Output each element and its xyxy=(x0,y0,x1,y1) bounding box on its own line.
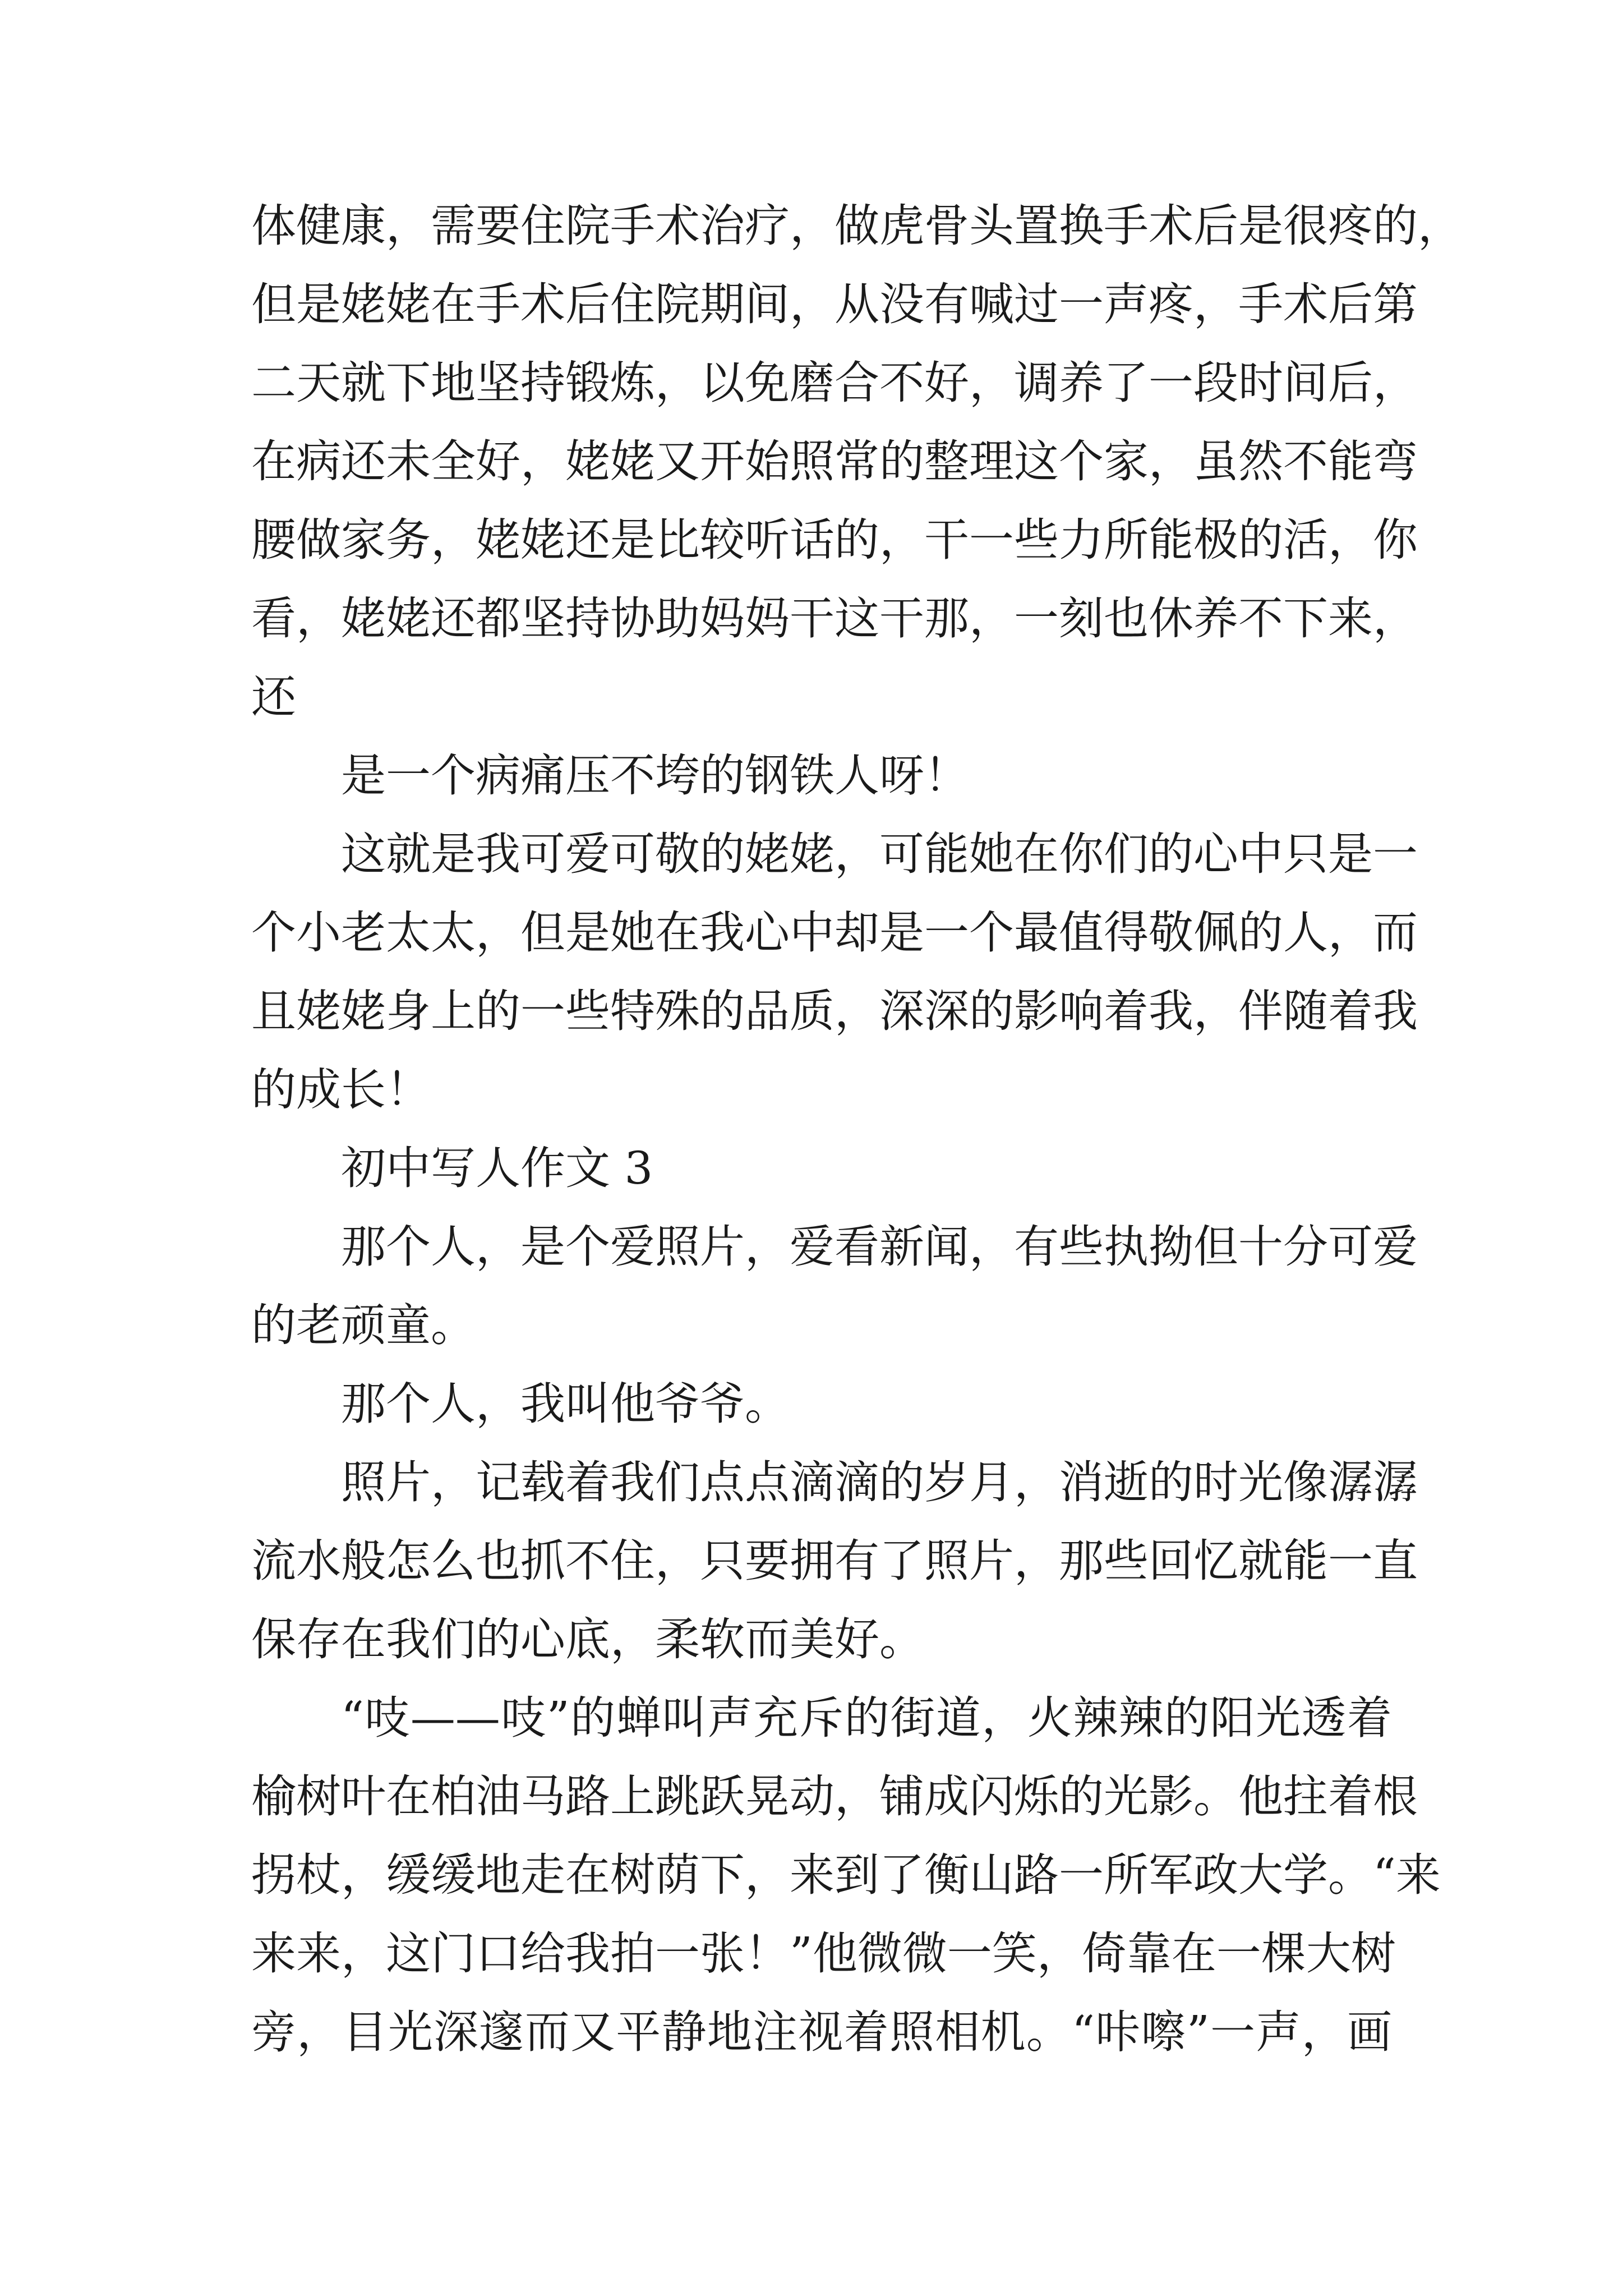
text-line: 流水般怎么也抓不住，只要拥有了照片，那些回忆就能一直 xyxy=(251,1535,1418,1587)
paragraph-start: “吱——吱”的蝉叫声充斥的街道，火辣辣的阳光透着 xyxy=(341,1692,1392,1744)
text-line: 来来，这门口给我拍一张！”他微微一笑，倚靠在一棵大树 xyxy=(251,1927,1396,1980)
text-line: 体健康，需要住院手术治疗，做虎骨头置换手术后是很疼的， xyxy=(251,200,1463,252)
paragraph-start: 那个人，我叫他爷爷。 xyxy=(341,1378,790,1430)
text-line: 保存在我们的心底，柔软而美好。 xyxy=(251,1613,924,1665)
text-line: 但是姥姥在手术后住院期间，从没有喊过一声疼，手术后第 xyxy=(251,278,1418,330)
text-line: 腰做家务，姥姥还是比较听话的，干一些力所能极的活，你 xyxy=(251,514,1418,566)
paragraph-start: 照片，记载着我们点点滴滴的岁月，消逝的时光像潺潺 xyxy=(341,1456,1418,1508)
text-line: 个小老太太，但是她在我心中却是一个最值得敬佩的人，而 xyxy=(251,907,1418,959)
paragraph-start: 那个人，是个爱照片，爱看新闻，有些执拗但十分可爱 xyxy=(341,1221,1418,1273)
text-line: 是一个病痛压不垮的钢铁人呀！ xyxy=(341,749,969,802)
text-line: 二天就下地坚持锻炼，以免磨合不好，调养了一段时间后， xyxy=(251,357,1418,409)
text-line: 还 xyxy=(251,671,296,723)
text-line: 看，姥姥还都坚持协助妈妈干这干那，一刻也休养不下来， xyxy=(251,592,1418,645)
paragraph-start: 这就是我可爱可敬的姥姥，可能她在你们的心中只是一 xyxy=(341,828,1418,880)
section-heading: 初中写人作文 3 xyxy=(341,1142,653,1194)
text-line: 在病还未全好，姥姥又开始照常的整理这个家，虽然不能弯 xyxy=(251,435,1418,487)
text-line: 榆树叶在柏油马路上跳跃晃动，铺成闪烁的光影。他拄着根 xyxy=(251,1770,1418,1823)
text-line: 旁，目光深邃而又平静地注视着照相机。“咔嚓”一声，画 xyxy=(251,2006,1392,2058)
text-line: 的老顽童。 xyxy=(251,1299,476,1351)
text-line: 且姥姥身上的一些特殊的品质，深深的影响着我，伴随着我 xyxy=(251,985,1418,1037)
text-line: 的成长！ xyxy=(251,1064,431,1116)
text-line: 拐杖，缓缓地走在树荫下，来到了衡山路一所军政大学。“来 xyxy=(251,1849,1441,1901)
